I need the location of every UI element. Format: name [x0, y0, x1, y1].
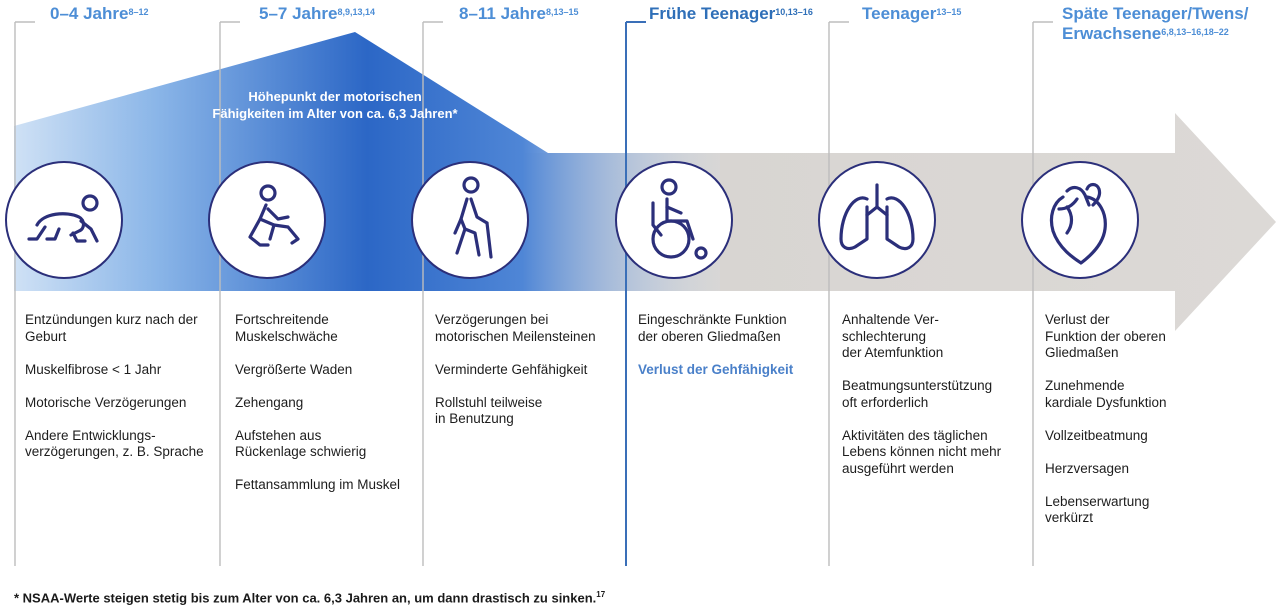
wheelchair-icon [615, 161, 733, 279]
stage-heading-late-teen-adult: Späte Teenager/Twens/ Erwachsene$^{6,8,13-16,18-22}$ [1062, 4, 1249, 43]
list-item: Motorische Verzögerungen [25, 394, 187, 410]
footnote: * NSAA-Werte steigen stetig bis zum Alter von ca. 6,3 Jahren an, um dann drastisch zu sinken.$^{17}$ [14, 590, 606, 606]
list-item: Fortschreitende Muskelschwäche [235, 312, 338, 344]
highlighted-list-item: Verlust der Gehfähigkeit [638, 361, 794, 377]
stage-heading-early-teen: Frühe Teenager$^{10,13-16}$ [649, 4, 813, 23]
list-item: Beatmungsunterstützung oft erforderlich [842, 378, 993, 410]
list-item: Aufstehen aus Rückenlage schwierig [235, 427, 367, 459]
stage-heading-8-11: 8–11 Jahre$^{8,13-15}$ [459, 4, 579, 23]
list-item: Anhaltende Ver- schlechterung der Atemfunktion [842, 312, 944, 360]
list-item: Verlust der Funktion der oberen Gliedmaßen [1045, 312, 1166, 360]
list-item: Vergrößerte Waden [235, 361, 353, 377]
list-item: Zunehmende kardiale Dysfunktion [1045, 378, 1167, 410]
list-item: Andere Entwicklungs- verzögerungen, z. B. Sprache [25, 427, 204, 459]
heart-icon [1021, 161, 1139, 279]
stage-items-0-4 [25, 312, 215, 477]
list-item: Vollzeitbeatmung [1045, 427, 1148, 443]
crawling-baby-icon [5, 161, 123, 279]
list-item: Verminderte Gehfähigkeit [435, 361, 588, 377]
stage-items-teen [842, 312, 1032, 494]
list-item: Herzversagen [1045, 460, 1130, 476]
list-item: Rollstuhl teilweise in Benutzung [435, 394, 543, 426]
stage-heading-teen: Teenager$^{13-15}$ [862, 4, 962, 23]
list-item: Aktivitäten des täglichen Lebens können nicht mehr ausgeführt werden [842, 427, 1002, 476]
motor-peak-label: Höhepunkt der motorischen Fähigkeiten im Alter von ca. 6,3 Jahren* [212, 89, 458, 121]
list-item: Entzündungen kurz nach der Geburt [25, 312, 198, 344]
list-item: Zehengang [235, 394, 304, 410]
list-item: Eingeschränkte Funktion der oberen Gliedmaßen [638, 312, 787, 344]
lungs-icon [818, 161, 936, 279]
list-item: Muskelfibrose < 1 Jahr [25, 361, 162, 377]
stage-heading-0-4: 0–4 Jahre$^{8-12}$ [50, 4, 149, 23]
walking-cane-icon [411, 161, 529, 279]
list-item: Lebenserwartung verkürzt [1045, 493, 1150, 525]
child-squatting-icon [208, 161, 326, 279]
list-item: Fettansammlung im Muskel [235, 477, 401, 492]
stage-items-early-teen [638, 312, 828, 395]
stage-items-late-teen-adult [1045, 312, 1235, 543]
column-divider-active [626, 22, 646, 566]
list-item: Verzögerungen bei motorischen Meilensteinen [435, 312, 596, 344]
stage-items-8-11 [435, 312, 625, 444]
stage-heading-5-7: 5–7 Jahre$^{8,9,13,14}$ [259, 4, 375, 23]
stage-items-5-7 [235, 312, 425, 510]
